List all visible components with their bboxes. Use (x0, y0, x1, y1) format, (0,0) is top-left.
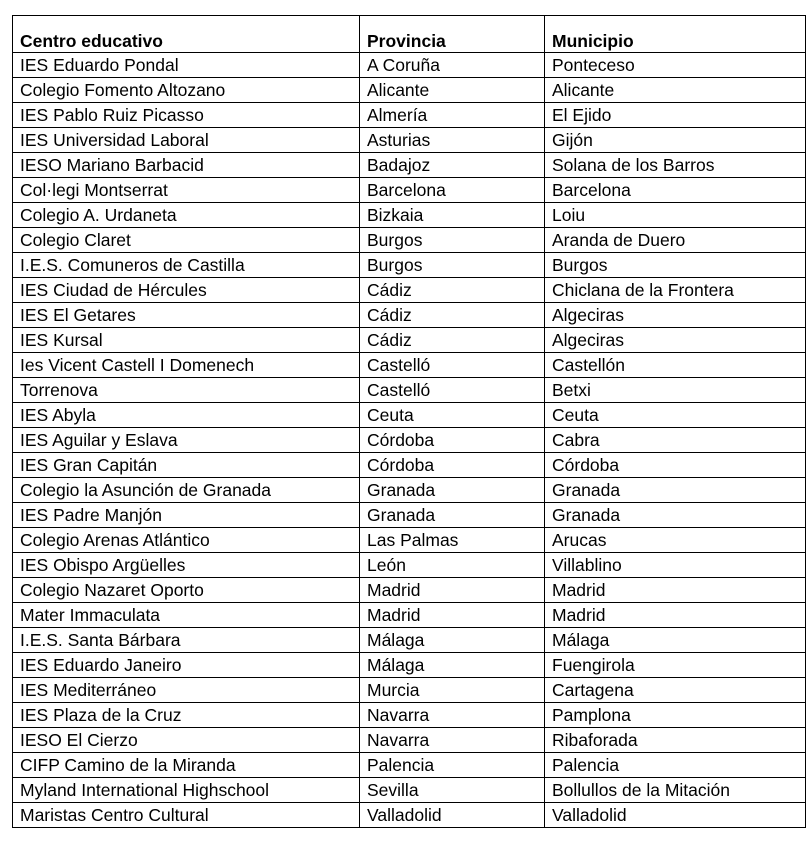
cell-centro-educativo: IES Eduardo Janeiro (13, 653, 360, 678)
table-row (13, 628, 806, 653)
cell-provincia: Alicante (360, 78, 545, 103)
table-row (13, 528, 806, 553)
cell-centro-educativo: IES Ciudad de Hércules (13, 278, 360, 303)
cell-municipio: Granada (545, 478, 806, 503)
table-row (13, 778, 806, 803)
cell-centro-educativo: CIFP Camino de la Miranda (13, 753, 360, 778)
cell-provincia: Madrid (360, 578, 545, 603)
cell-municipio: Pamplona (545, 703, 806, 728)
table-row (13, 178, 806, 203)
cell-provincia: Málaga (360, 653, 545, 678)
cell-centro-educativo: IES Mediterráneo (13, 678, 360, 703)
cell-centro-educativo: Colegio la Asunción de Granada (13, 478, 360, 503)
cell-municipio: Gijón (545, 128, 806, 153)
table-row (13, 478, 806, 503)
table-body (13, 53, 806, 828)
cell-municipio: Chiclana de la Frontera (545, 278, 806, 303)
table-row (13, 278, 806, 303)
cell-centro-educativo: IES Eduardo Pondal (13, 53, 360, 78)
table-row (13, 103, 806, 128)
cell-centro-educativo: Col·legi Montserrat (13, 178, 360, 203)
cell-municipio: Ceuta (545, 403, 806, 428)
header-provincia: Provincia (360, 16, 545, 53)
cell-provincia: Granada (360, 503, 545, 528)
table-row (13, 803, 806, 828)
cell-provincia: Cádiz (360, 303, 545, 328)
cell-municipio: Bollullos de la Mitación (545, 778, 806, 803)
cell-centro-educativo: IESO Mariano Barbacid (13, 153, 360, 178)
cell-municipio: Fuengirola (545, 653, 806, 678)
cell-municipio: Algeciras (545, 303, 806, 328)
table-row (13, 678, 806, 703)
cell-provincia: Palencia (360, 753, 545, 778)
table-row (13, 703, 806, 728)
cell-provincia: Cádiz (360, 328, 545, 353)
cell-centro-educativo: IES Plaza de la Cruz (13, 703, 360, 728)
table-row (13, 753, 806, 778)
cell-provincia: Córdoba (360, 453, 545, 478)
cell-provincia: Bizkaia (360, 203, 545, 228)
cell-provincia: Badajoz (360, 153, 545, 178)
cell-provincia: Sevilla (360, 778, 545, 803)
cell-municipio: Alicante (545, 78, 806, 103)
cell-centro-educativo: IES Pablo Ruiz Picasso (13, 103, 360, 128)
table-row (13, 303, 806, 328)
header-centro-educativo: Centro educativo (13, 16, 360, 53)
cell-centro-educativo: IES Padre Manjón (13, 503, 360, 528)
cell-centro-educativo: Torrenova (13, 378, 360, 403)
cell-centro-educativo: IES Abyla (13, 403, 360, 428)
cell-centro-educativo: Myland International Highschool (13, 778, 360, 803)
cell-municipio: Loiu (545, 203, 806, 228)
cell-provincia: Asturias (360, 128, 545, 153)
cell-municipio: Palencia (545, 753, 806, 778)
cell-municipio: Solana de los Barros (545, 153, 806, 178)
cell-municipio: Valladolid (545, 803, 806, 828)
table-row (13, 253, 806, 278)
cell-provincia: Burgos (360, 253, 545, 278)
cell-provincia: León (360, 553, 545, 578)
schools-table (12, 15, 806, 828)
cell-centro-educativo: IES Universidad Laboral (13, 128, 360, 153)
cell-provincia: Cádiz (360, 278, 545, 303)
cell-centro-educativo: IES El Getares (13, 303, 360, 328)
cell-centro-educativo: Colegio A. Urdaneta (13, 203, 360, 228)
cell-centro-educativo: Maristas Centro Cultural (13, 803, 360, 828)
cell-municipio: Málaga (545, 628, 806, 653)
cell-centro-educativo: I.E.S. Comuneros de Castilla (13, 253, 360, 278)
table-row (13, 78, 806, 103)
cell-centro-educativo: Colegio Fomento Altozano (13, 78, 360, 103)
cell-municipio: Cabra (545, 428, 806, 453)
table-row (13, 453, 806, 478)
cell-provincia: Madrid (360, 603, 545, 628)
cell-municipio: Villablino (545, 553, 806, 578)
table-row (13, 353, 806, 378)
table-row (13, 328, 806, 353)
cell-provincia: Córdoba (360, 428, 545, 453)
cell-provincia: Castelló (360, 378, 545, 403)
table-row (13, 603, 806, 628)
table-row (13, 553, 806, 578)
table-row (13, 503, 806, 528)
cell-centro-educativo: I.E.S. Santa Bárbara (13, 628, 360, 653)
cell-municipio: Granada (545, 503, 806, 528)
cell-provincia: Castelló (360, 353, 545, 378)
cell-municipio: Ribaforada (545, 728, 806, 753)
cell-centro-educativo: Mater Immaculata (13, 603, 360, 628)
table-row (13, 53, 806, 78)
cell-centro-educativo: Colegio Arenas Atlántico (13, 528, 360, 553)
cell-centro-educativo: Ies Vicent Castell I Domenech (13, 353, 360, 378)
cell-municipio: Castellón (545, 353, 806, 378)
table-row (13, 203, 806, 228)
cell-provincia: Navarra (360, 728, 545, 753)
cell-municipio: Arucas (545, 528, 806, 553)
cell-centro-educativo: IES Obispo Argüelles (13, 553, 360, 578)
cell-centro-educativo: IESO El Cierzo (13, 728, 360, 753)
cell-centro-educativo: Colegio Claret (13, 228, 360, 253)
table-row (13, 228, 806, 253)
table-row (13, 378, 806, 403)
cell-municipio: Algeciras (545, 328, 806, 353)
table-row (13, 403, 806, 428)
cell-municipio: Madrid (545, 603, 806, 628)
cell-municipio: Barcelona (545, 178, 806, 203)
cell-municipio: Ponteceso (545, 53, 806, 78)
cell-provincia: Navarra (360, 703, 545, 728)
cell-provincia: Valladolid (360, 803, 545, 828)
header-municipio: Municipio (545, 16, 806, 53)
cell-municipio: Betxi (545, 378, 806, 403)
cell-municipio: El Ejido (545, 103, 806, 128)
cell-municipio: Córdoba (545, 453, 806, 478)
cell-provincia: Ceuta (360, 403, 545, 428)
table-row (13, 578, 806, 603)
table-row (13, 653, 806, 678)
cell-municipio: Aranda de Duero (545, 228, 806, 253)
cell-municipio: Burgos (545, 253, 806, 278)
cell-provincia: A Coruña (360, 53, 545, 78)
cell-centro-educativo: IES Kursal (13, 328, 360, 353)
cell-centro-educativo: IES Gran Capitán (13, 453, 360, 478)
cell-provincia: Burgos (360, 228, 545, 253)
header-row (13, 16, 806, 53)
cell-municipio: Cartagena (545, 678, 806, 703)
cell-provincia: Málaga (360, 628, 545, 653)
cell-provincia: Las Palmas (360, 528, 545, 553)
table-row (13, 428, 806, 453)
cell-provincia: Murcia (360, 678, 545, 703)
table-row (13, 153, 806, 178)
table-row (13, 728, 806, 753)
cell-provincia: Almería (360, 103, 545, 128)
cell-centro-educativo: Colegio Nazaret Oporto (13, 578, 360, 603)
cell-provincia: Granada (360, 478, 545, 503)
table-row (13, 128, 806, 153)
cell-municipio: Madrid (545, 578, 806, 603)
cell-provincia: Barcelona (360, 178, 545, 203)
cell-centro-educativo: IES Aguilar y Eslava (13, 428, 360, 453)
